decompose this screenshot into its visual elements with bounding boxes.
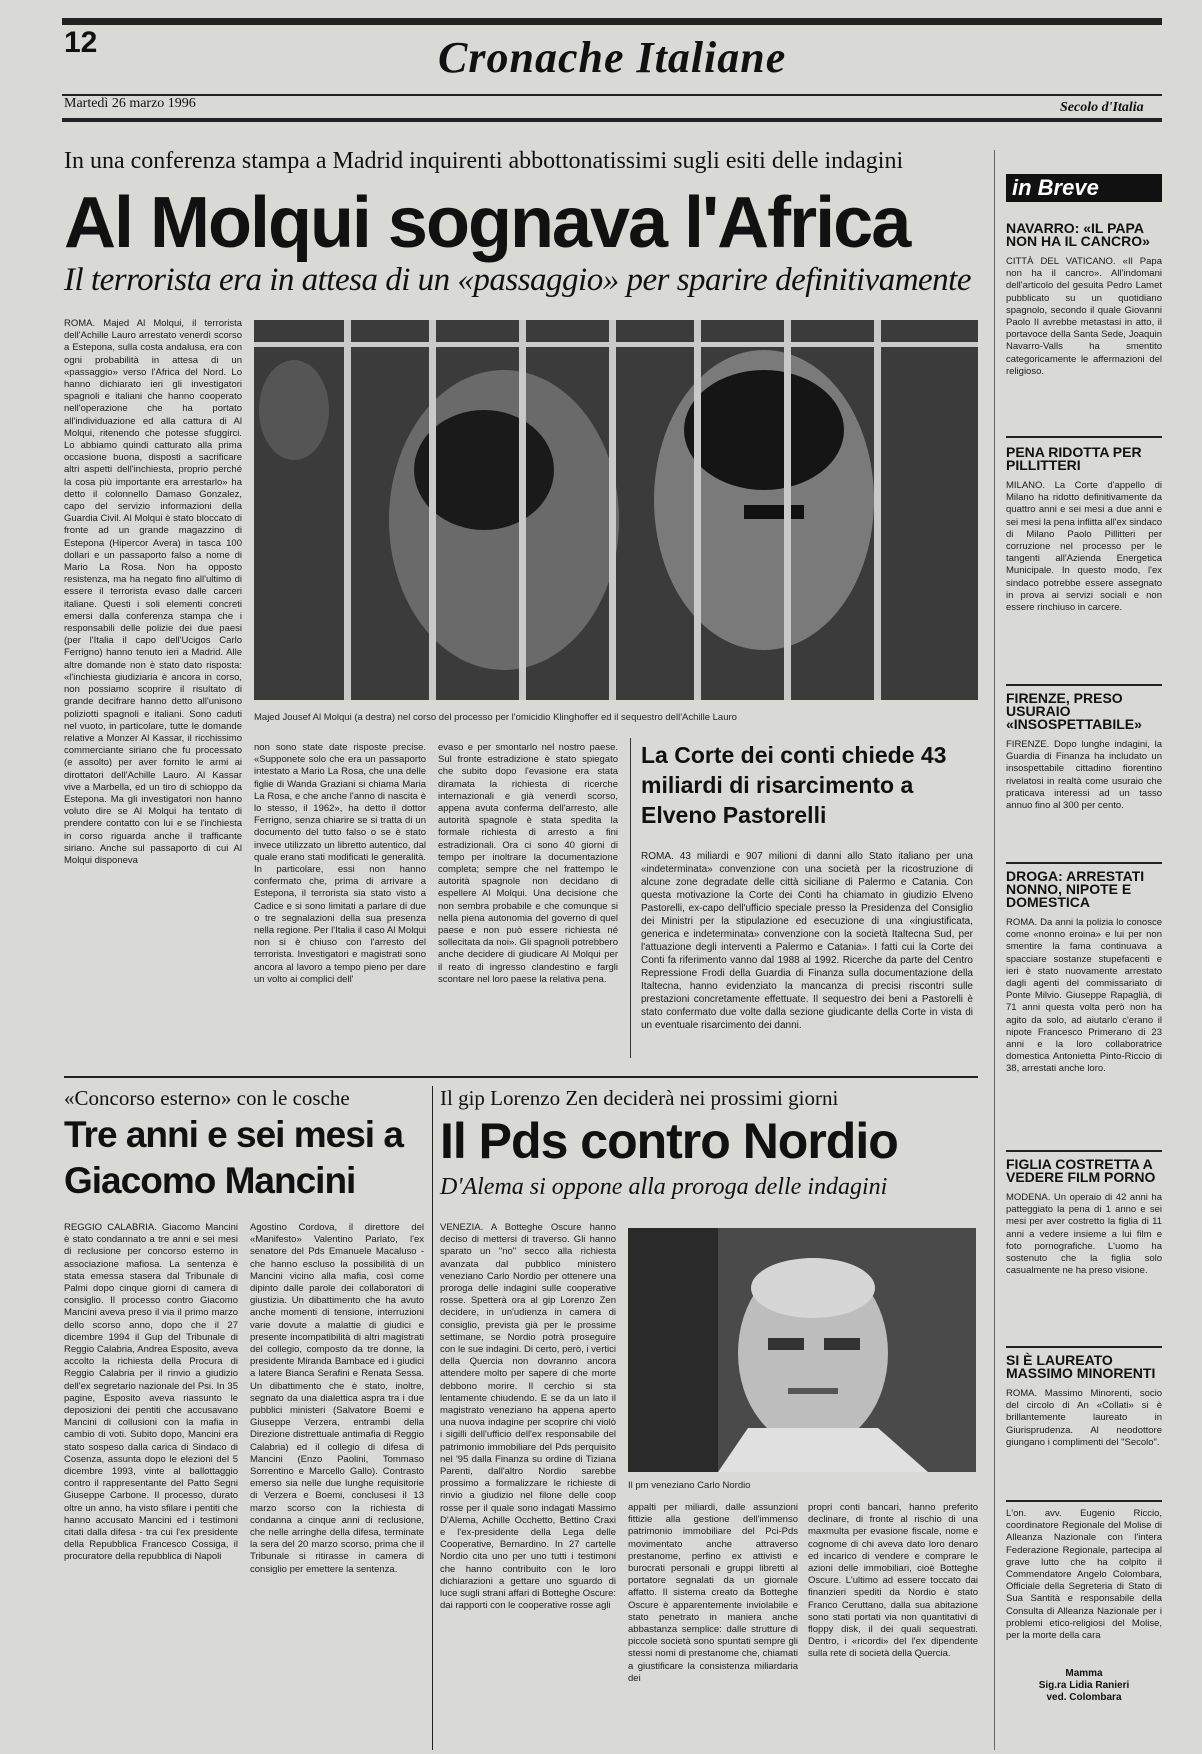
nordio-column-1: VENEZIA. A Botteghe Oscure hanno deciso di mettersi di traverso. Gli hanno sparato un "no" secco alla richiesta avanzata dal pubblico ministero veneziano Carlo Nordio per ottenere una proroga delle indagini sulle cooperative rosse. Spetterà ora al gip Lorenzo Zen decidere, in un'udienza in camera di consiglio, prevista già per le prossime settimane, se Nordio potrà proseguire con le sue indagini. Di certo, però, i vertici della Quercia non dovranno ancora attendere molto per sapere di che morte debbono morire. Il cerchio si sta lentamente chiudendo. E se da un lato il magistrato veneziano ha appena aperto una nuova indagine per scoprire chi violò i sigilli dell'ufficio dell'ex responsabile del patrimonio immobiliare del Pds perquisito nel '95 dalla Finanza su ordine di Tiziana Parenti, dall'altro Nordio sarebbe prossimo a formalizzare le richieste di rinvio a giudizio nel filone delle coop rosse per il quale sono indagati Massimo D'Alema, Achille Occhetto, Bettino Craxi e l'ex-presidente della Lega delle Cooperative, Bernardino. In 27 cartelle Nordio cita uno per uno tutti i testimoni che hanno contribuito con le loro dichiarazioni a gettare uno sguardo di luce sugli strani affari di Botteghe Oscure: dai rapporti con le cooperative rosse agli: [440, 1222, 616, 1612]
sidebar-item-headline: NAVARRO: «IL PAPA NON HA IL CANCRO»: [1006, 220, 1150, 249]
lead-column-2: non sono state date risposte precise. «Supponete solo che era un passaporto intestato a Mario La Rosa, che una delle figlie di Wanda Graziani si chiama Maria La Rosa, e che anche l'anno di nascita è lo stesso, il 1962», ha detto il dottor Ferrigno, senza chiarire se si tratta di un documento del tutto falso o se è stato invece utilizzato un libretto autentico, dal quale erano stati modificati le generalità. In particolare, essi non hanno confermato che, prima di arrivare a Estepona, il terrorista sia stato visto a Cadice e si sono limitati a parlare di due o tre segnalazioni della sua presenza nella regione. Per l'Italia il caso Al Molqui non si è chiuso con l'arresto del terrorista. Investigatori e magistrati sono ancora al lavoro a tempo pieno per dare un volto ai complici dell': [254, 742, 426, 985]
sidebar-divider: [1006, 1346, 1162, 1348]
notice-name-line2: Sig.ra Lidia Ranieri: [1038, 1680, 1130, 1691]
lead-subhead: Il terrorista era in attesa di un «passaggio» per sparire definitivamente: [64, 262, 971, 298]
page-number: 12: [64, 26, 98, 59]
nordio-subhead: D'Alema si oppone alla proroga delle indagini: [440, 1174, 888, 1200]
sidebar-item-body: ROMA. Da anni la polizia lo conosce come «nonno eroina» e lui per non smentire la fama continuava a spacciare sostanze stupefacenti e ieri è stato nuovamente arrestato dagli agenti del commissariato di Ponte Milvio. Giuseppe Rapaglià, di 71 anni questa volta però non ha agito da solo, ad aiutarlo c'erano il nipote Francesco Primerano di 23 anni e la loro collaboratrice domestica Antonietta Pinto-Riccio di 38, arrestati anche loro.: [1006, 917, 1162, 1075]
mancini-column-1: REGGIO CALABRIA. Giacomo Mancini è stato condannato a tre anni e sei mesi di reclusione per concorso esterno in associazione mafiosa. La sentenza è stata emessa stasera dal Tribunale di Palmi dopo cinque giorni di camera di consiglio. Il processo contro Giacomo Mancini aveva preso il via il primo marzo dello scorso anno, dopo che il 27 dicembre 1994 il Gup del Tribunale di Reggio Calabria, Andrea Esposito, aveva accolto la richiesta della Procura di Reggio Calabria per il rinvio a giudizio dell'ex segretario nazionale del Psi. In 35 pagine, Esposito aveva riassunto le deposizioni dei pentiti che accusavano Mancini di collusioni con la mafia in cambio di voti. Subito dopo, Mancini era stato sospeso dalla carica di Sindaco di Cosenza, assunta dopo le elezioni del 5 dicembre 1993, vinte al ballottaggio contro il rappresentante del Patto Segni Giuseppe Carbone. Il processo, durato oltre un anno, ha visto sfilare i pentiti che hanno accusato Mancini ed i testimoni citati dalla difesa - tra cui l'ex presidente della Repubblica Francesco Cossiga, il procuratore della repubblica di Napoli: [64, 1222, 238, 1563]
portrait-image: [628, 1228, 976, 1472]
sidebar-item: [1006, 1158, 1162, 1314]
prison-bars-image: [254, 320, 978, 700]
nordio-photo-caption: Il pm veneziano Carlo Nordio: [628, 1480, 751, 1491]
lead-photo: [254, 320, 978, 700]
corte-body: ROMA. 43 miliardi e 907 milioni di danni allo Stato italiano per una «indeterminata» convenzione con una società per la ricostruzione di alcune zone degradate delle città siciliane di Palermo e Catania. Con questa motivazione la Corte dei Conti ha chiamato in giudizio Elveno Pastorelli, ex-capo dell'ufficio speciale presso la Presidenza del Consiglio dei Ministri per la stipulazione ed esecuzione di una «ingiustificata, generica e indeterminata» convenzione con la società Italtecna Sud, per l'attuazione degli interventi a Palermo e Catania». I fatti cui la Corte dei Conti fa riferimento vanno dal 1988 al 1992. Ricerche da parte del Centro Repressione Frodi della Guardia di Finanza sulla documentazione della Italtecna, hanno evidenziato la mancanza di precisi riscontri sulle prestazioni concretamente effettuate. Il sequestro dei beni a Pastorelli è stato confermato due volte dalla sezione giudicante della Corte in vista di un eventuale risarcimento dei danni.: [641, 851, 973, 1031]
nordio-photo: [628, 1228, 976, 1472]
lead-headline: Al Molqui sognava l'Africa: [64, 183, 910, 263]
sidebar-divider: [1006, 436, 1162, 438]
sidebar-item: [1006, 222, 1162, 406]
sidebar-item-headline: SI È LAUREATO MASSIMO MINORENTI: [1006, 1352, 1156, 1381]
nordio-kicker: Il gip Lorenzo Zen deciderà nei prossimi giorni: [440, 1086, 839, 1110]
sidebar-item-body: CITTÀ DEL VATICANO. «Il Papa non ha il cancro». All'indomani dell'articolo del gesuita Pedro Lamet pubblicato su un quotidiano spagnolo, secondo il quale Giovanni Paolo II avrebbe metastasi in atto, il portavoce della Santa Sede, Joaquin Navarro-Valls ha smentito categoricamente le affermazioni del religioso.: [1006, 256, 1162, 377]
sidebar-item: [1006, 870, 1162, 1149]
masthead-bottom-rule: [62, 118, 1162, 122]
corte-headline: La Corte dei conti chiede 43 miliardi di risarcimento a Elveno Pastorelli: [641, 742, 947, 828]
sidebar-item-body: ROMA. Massimo Minorenti, socio del circolo di An «Collati» si è brillantemente laureato in Giurisprudenza. Al neodottore giungano i complimenti del "Secolo".: [1006, 1388, 1162, 1448]
mancini-kicker: «Concorso esterno» con le cosche: [64, 1086, 350, 1110]
nordio-headline: Il Pds contro Nordio: [440, 1113, 898, 1169]
sidebar-item-headline: PENA RIDOTTA PER PILLITTERI: [1006, 444, 1142, 473]
sidebar-item: [1006, 1354, 1162, 1478]
nordio-column-3: propri conti bancari, hanno preferito declinare, di fronte al rischio di una maxmulta per evasione fiscale, nome e cognome di chi aveva dato loro denaro ed incarico di vendere e comprare le azioni delle immobiliari, cioè Botteghe Oscure. L'ultimo ad essere toccato dai finanzieri spediti da Nordio è stato Franco Ceruttano, dalla sua abitazione sono stati portati via non quantitativi di floppy disk, il dei quali sequestrati. Dentro, i «ricordi» del l'ex dipendente sulla rete di società della Quercia.: [808, 1502, 978, 1660]
notice-name: [1006, 1668, 1162, 1704]
top-rule: [62, 18, 1162, 25]
corte-box: [630, 738, 979, 1058]
mancini-column-2: Agostino Cordova, il direttore del «Manifesto» Valentino Parlato, l'ex senatore del Pds Emanuele Macaluso - che hanno escluso la possibilità di un Mancini vicino alla mafia, così come dipinto dalle parole dei collaboratori di giustizia. Un dibattimento che ha avuto anche momenti di tensione, interruzioni varie dovute a malattie di giudici e presente incompatibilità di altri magistrati del collegio, composto da tre donne, la presidente Miranda Bambace ed i giudici a latere Bianca Serafini e Renata Sessa. Un dibattimento che è stato, inoltre, segnato da una dialettica aspra tra i due pubblici ministeri (Salvatore Boemi e Giuseppe Verzera, entrambi della Direzione distrettuale antimafia di Reggio Calabria) ed il collegio di difesa di Mancini (Enzo Paolini, Tommaso Sorrentino e Marcello Gallo). Contrasto emerso sia nelle due lunghe requisitorie di Verzera e Boemi, conclusesi il 13 marzo scorso con la richiesta di condanna a cinque anni di reclusione, che nelle arringhe della difesa, terminate la sera del 20 marzo scorso, prima che il Tribunale si ritirasse in camera di consiglio per emettere la sentenza.: [250, 1222, 424, 1575]
lead-photo-caption: Majed Jousef Al Molqui (a destra) nel corso del processo per l'omicidio Klinghoffer ed il sequestro dell'Achille Lauro: [254, 712, 737, 723]
sidebar-item-body: MODENA. Un operaio di 42 anni ha patteggiato la pena di 1 anno e sei mesi per aver costretto la figlia di 11 anni a vedere insieme a lui film e foto pornografiche. L'uomo ha sostenuto che la figlia solo casualmente ne ha preso visione.: [1006, 1192, 1162, 1277]
sidebar-item: [1006, 446, 1162, 664]
lead-kicker: In una conferenza stampa a Madrid inquirenti abbottonatissimi sugli esiti delle indagini: [64, 148, 904, 174]
sidebar-item-headline: DROGA: ARRESTATI NONNO, NIPOTE E DOMESTICA: [1006, 868, 1145, 910]
notice-name-line1: Mamma: [1065, 1668, 1103, 1679]
column-rule: [432, 1086, 433, 1750]
sidebar-item-headline: FIRENZE, PRESO USURAIO «INSOSPETTABILE»: [1006, 690, 1142, 732]
section-title: Cronache Italiane: [438, 33, 787, 82]
sidebar-divider: [1006, 862, 1162, 864]
mancini-headline: Tre anni e sei mesi a Giacomo Mancini: [64, 1114, 403, 1201]
sidebar-header: in Breve: [1006, 174, 1162, 202]
lead-column-3: evaso e per smontarlo nel nostro paese. Sul fronte estradizione è stato spiegato che subito dopo l'evasione era stata diramata la richiesta di ricerche internazionali e già venerdì scorso, appena avuta conferma dell'arresto, alle autorità spagnole è stata spedita la formale richiesta di arresto a fini estradizionali. Ora ci sono 40 giorni di tempo per inoltrare la documentazione completa; sempre che nel frattempo le autorità spagnole non decidano di espellere Al Molqui. Una decisione che non sembra probabile e che comunque si nella piena autonomia del governo di quel paese e non può essere richiesta né sollecitata da noi». Gli spagnoli potrebbero anche decidere di giudicare Al Molqui per il reato di ingresso clandestino e fargli scontare nel loro paese la relativa pena.: [438, 742, 618, 985]
section-divider: [64, 1076, 978, 1078]
notice-text: L'on. avv. Eugenio Riccio, coordinatore Regionale del Molise di Alleanza Nazionale con l'intera Federazione Regionale, partecipa al grave lutto che ha colpito il Commendatore Angelo Colombara, Officiale della Segreteria di Stato di Sua Santità e responsabile della Consulta di Alleanza Nazionale per i problemi etico-religiosi del Molise, per la morte della cara: [1006, 1508, 1162, 1642]
paper-name: Secolo d'Italia: [1060, 100, 1144, 115]
nordio-column-2: appalti per miliardi, dalle assunzioni fittizie alla gestione dell'immenso patrimonio immobiliare del Pci-Pds movimentato anche attraverso prestanome, perfino ex attivisti e burocrati personali e gruppi libretti al portatore segnalati da un giornale affatto. Il sistema creato da Botteghe Oscure è apparentemente inviolabile e stato penetrato in maniera anche abbastanza semplice: dalle strutture di piccole società sono spuntati sempre gli stessi nomi di prestanome che, chiamati a giustificare la consistenza miliardaria dei: [628, 1502, 798, 1684]
notice-name-line3: ved. Colombara: [1046, 1692, 1122, 1703]
masthead-rule: [62, 94, 1162, 96]
sidebar-item: [1006, 692, 1162, 851]
sidebar-notice: [1006, 1500, 1162, 1704]
issue-date: Martedì 26 marzo 1996: [64, 96, 196, 111]
sidebar-item-headline: FIGLIA COSTRETTA A VEDERE FILM PORNO: [1006, 1156, 1156, 1185]
sidebar-divider: [1006, 684, 1162, 686]
sidebar-rule: [994, 150, 995, 1750]
lead-column-1: ROMA. Majed Al Molqui, il terrorista dell'Achille Lauro arrestato venerdì scorso a Estepona, sulla costa andalusa, era con ogni probabilità in attesa di un «passaggio» verso l'Africa del Nord. Lo hanno dichiarato ieri gli investigatori spagnoli e italiani che hanno cooperato nell'operazione che ha portato all'individuazione ed alla cattura di Al Molqui, ritenendo che potesse sfuggirci. Lo abbiamo quindi catturato alla prima occasione buona, disposti a sacrificare altri aspetti dell'inchiesta, proprio perché la cosa più importante era arrestarlo» ha detto il colonnello Damaso Gonzalez, capo del servizio informazioni della Guardia Civil. Al Molqui è stato bloccato di fronte ad un grande magazzino di Estepona (Hipercor Avera) in tasca 100 dollari e un passaporto falso a nome di Mario La Rosa. Non ha opposto resistenza, ma ha negato fino all'ultimo di essere il terrorista evaso dalle carceri italiane. Questi i soli elementi concreti emersi dalla conferenza stampa che i responsabili delle polizie dei due paesi (per l'Italia il capo dell'Ucigos Carlo Ferrigno) hanno tenuto ieri a Madrid. Alle altre domande non è stato dato risposta: «l'inchiesta giudiziaria è ancora in corso, non possiamo scoprire il risultato di grande decifrare hanno detto all'unisono poliziotti spagnoli e italiani. Sono caduti nel vuoto, in particolare, tutte le domande relative a Monzer Al Kassar, il ricchissimo commerciante siriano che fu processato (e assolto) per aver fornito le armi ai dirottatori dell'Achille Lauro. Al Kassar vive a Marbella, ed un tiro di schioppo da Estepona. Ma gli investigatori non hanno voluto dire se Al Molqui ha tentato di prendere contatto con lui e se l'inchiesta in corso riguarda anche il trafficante siriano. Anche sul passaporto di cui Al Molqui disponeva: [64, 318, 242, 866]
sidebar-item-body: MILANO. La Corte d'appello di Milano ha ridotto definitivamente da quattro anni e sei mesi a due anni e sei mesi la pena inflitta all'ex sindaco di Milano Paolo Pillitteri per corruzione nel processo per le tangenti all'Azienda Energetica Municipale. In questo modo, l'ex sindaco potrebbe essere assegnato in prova ai servizi sociali e non essere rinchiuso in carcere.: [1006, 480, 1162, 614]
sidebar-divider: [1006, 1150, 1162, 1152]
sidebar-item-body: FIRENZE. Dopo lunghe indagini, la Guardia di Finanza ha includato un insospettabile cittadino fiorentino rivelatosi in realtà come usuraio che praticava interessi ad un tasso annuo fino al 300 per cento.: [1006, 739, 1162, 812]
